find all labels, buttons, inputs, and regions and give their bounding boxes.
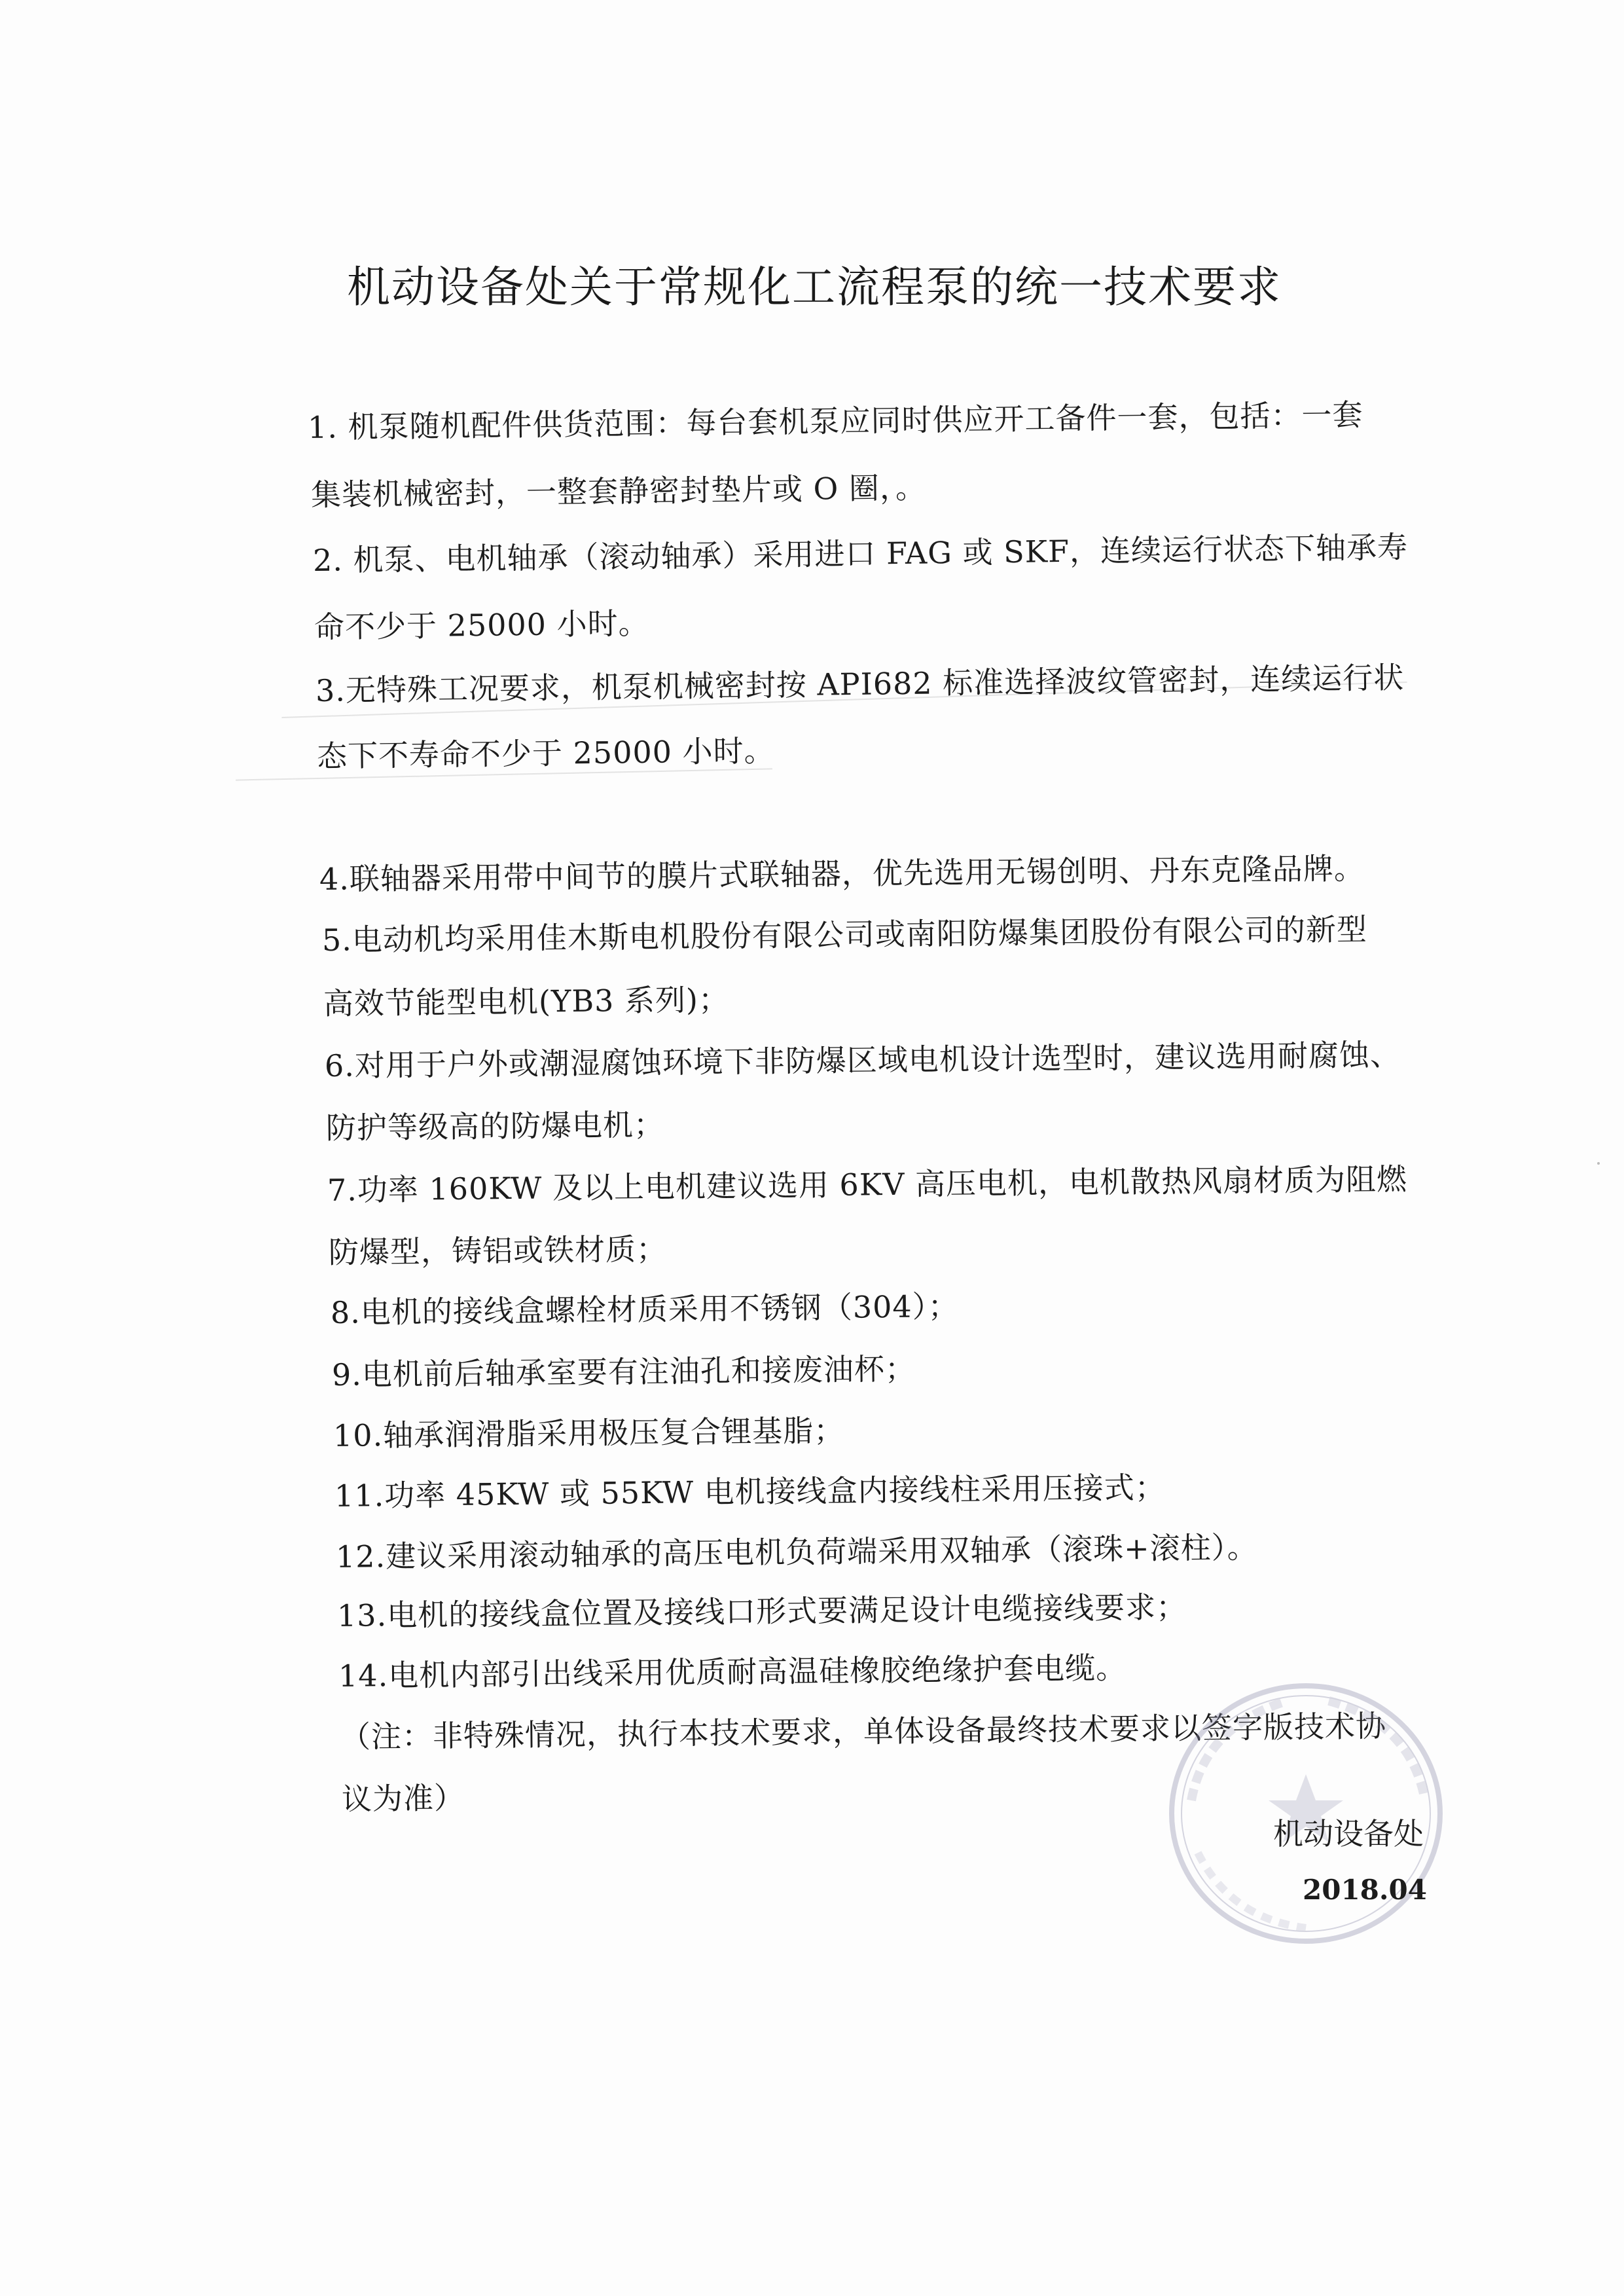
body-line: 4.联轴器采用带中间节的膜片式联轴器，优先选用无锡创明、丹东克隆品牌。: [319, 850, 1365, 897]
body-line: 13.电机的接线盒位置及接线口形式要满足设计电缆接线要求；: [336, 1589, 1187, 1633]
body-line: 态下不寿命不少于 25000 小时。: [316, 733, 775, 774]
body-line: 1. 机泵随机配件供货范围：每台套机泵应同时供应开工备件一套，包括：一套: [307, 397, 1363, 445]
body-line: 命不少于 25000 小时。: [314, 605, 649, 645]
body-line: 防爆型，铸铝或铁材质；: [328, 1231, 668, 1270]
scan-artifact-dot: [1597, 1162, 1600, 1165]
body-line: 12.建议采用滚动轴承的高压电机负荷端采用双轴承（滚珠+滚柱）。: [335, 1529, 1258, 1575]
body-line: 8.电机的接线盒螺栓材质采用不锈钢（304）；: [330, 1288, 959, 1330]
body-line: 高效节能型电机(YB3 系列)；: [323, 981, 730, 1021]
signature-organization: 机动设备处: [1273, 1816, 1424, 1851]
body-line: 11.功率 45KW 或 55KW 电机接线盒内接线柱采用压接式；: [334, 1469, 1166, 1514]
body-line: 2. 机泵、电机轴承（滚动轴承）采用进口 FAG 或 SKF，连续运行状态下轴承寿: [312, 529, 1409, 578]
body-line: 防护等级高的防爆电机；: [325, 1106, 665, 1146]
body-line: 5.电动机均采用佳木斯电机股份有限公司或南阳防爆集团股份有限公司的新型: [321, 911, 1368, 958]
body-line: 9.电机前后轴承室要有注油孔和接废油杯；: [331, 1351, 916, 1393]
body-line: 集装机械密封，一整套静密封垫片或 O 圈，。: [310, 469, 927, 513]
body-line: 14.电机内部引出线采用优质耐高温硅橡胶绝缘护套电缆。: [338, 1650, 1127, 1694]
body-line: 议为准）: [341, 1780, 465, 1817]
body-line: 7.功率 160KW 及以上电机建议选用 6KV 高压电机，电机散热风扇材质为阻燃: [327, 1161, 1408, 1208]
body-line: 3.无特殊工况要求，机泵机械密封按 API682 标准选择波纹管密封，连续运行状: [315, 659, 1405, 708]
body-line: 6.对用于户外或潮湿腐蚀环境下非防爆区域电机设计选型时，建议选用耐腐蚀、: [324, 1036, 1401, 1084]
document-title: 机动设备处关于常规化工流程泵的统一技术要求: [347, 262, 1282, 312]
signature-date: 2018.04: [1303, 1874, 1427, 1906]
body-line: （注：非特殊情况，执行本技术要求，单体设备最终技术要求以签字版技术协: [340, 1708, 1387, 1755]
body-line: 10.轴承润滑脂采用极压复合锂基脂；: [333, 1412, 845, 1453]
